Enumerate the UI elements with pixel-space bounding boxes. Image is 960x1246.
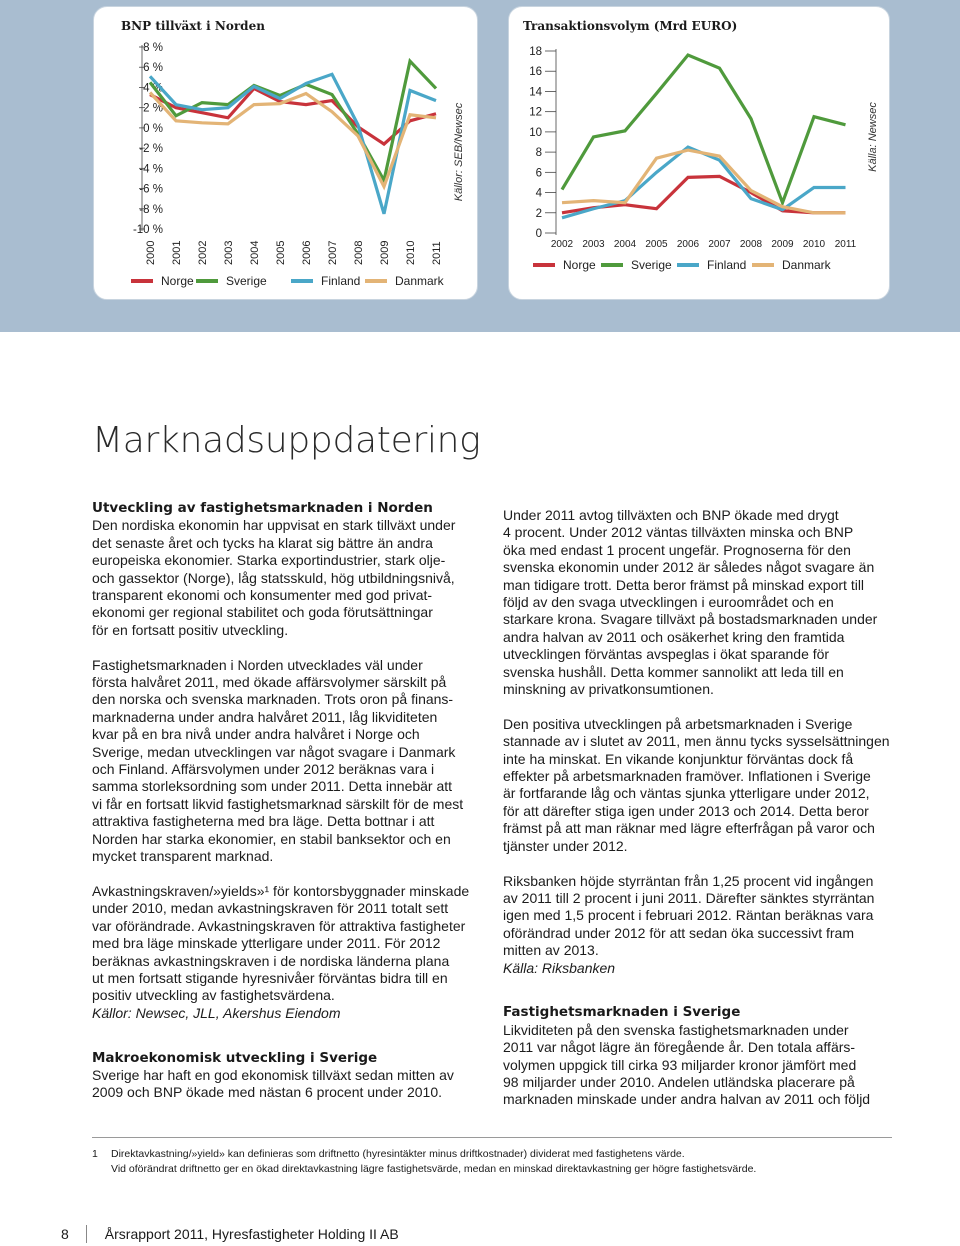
right-column <box>503 507 893 1109</box>
text-line: 98 miljarder under 2010. Andelen utländska placerare på <box>503 1073 855 1090</box>
chart-source: Källa: Newsec <box>867 102 879 172</box>
footnote-number: 1 <box>92 1148 98 1160</box>
x-tick-label: 2011 <box>431 241 443 265</box>
y-tick-label: 4 % <box>143 82 163 95</box>
text-line: Sverige, medan utvecklingen var något svagare i Danmark <box>92 743 456 760</box>
text-line: följd av den svaga utvecklingen i euroområdet och en <box>503 594 834 611</box>
text-line: minskning av privatkonsumtionen. <box>503 681 714 698</box>
paragraph <box>503 873 893 960</box>
paragraph <box>503 507 893 698</box>
x-tick-label: 2003 <box>582 239 605 250</box>
y-tick-label: 8 % <box>143 42 163 54</box>
x-tick-label: 2005 <box>645 239 668 250</box>
text-line: attraktiva fastigheterna med bra läge. Detta bottnar i att <box>92 813 435 830</box>
text-line: ut men fortsatt stigande hyresnivåer förväntas bidra till en <box>92 969 448 986</box>
legend-label: Finland <box>321 274 361 288</box>
y-tick-label: -4 % <box>139 163 163 176</box>
x-tick-label: 2006 <box>676 239 700 250</box>
x-tick-label: 2011 <box>834 239 857 250</box>
text-line: första halvåret 2011, med ökade affärsvolymer särskilt på <box>92 674 447 691</box>
y-tick-label: 18 <box>529 46 542 58</box>
y-tick-label: 10 <box>529 126 542 139</box>
y-tick-label: 14 <box>529 86 542 99</box>
text-line: positiv utveckling av fastighetsvärdena. <box>92 987 335 1004</box>
transaction-chart-card <box>508 6 890 300</box>
series-line-finland <box>562 147 846 218</box>
text-line: mitten av 2013. <box>503 942 599 959</box>
text-line: europeiska ekonomier. Starka exportindustrier, stark olje- <box>92 552 446 569</box>
text-line: Likviditeten på den svenska fastighetsmarknaden under <box>503 1021 849 1038</box>
left-column <box>92 500 482 1102</box>
text-line: den norska och svenska marknaden. Trots oron på finans- <box>92 691 454 708</box>
y-tick-label: 2 <box>535 207 542 220</box>
text-line: marknaden minskade under andra halvan av 2011 och följd <box>503 1091 871 1108</box>
x-tick-label: 2001 <box>171 240 183 265</box>
text-line: Norden har starka ekonomier, en stabil banksektor och en <box>92 830 451 847</box>
transaction-volume-chart <box>509 7 891 301</box>
text-line: oförändrad under 2012 för att sedan öka successivt fram <box>503 924 854 941</box>
y-tick-label: 4 <box>535 187 542 200</box>
paragraph <box>503 1022 893 1109</box>
page-number: 8 <box>61 1226 69 1242</box>
text-line: tjänster under 2012. <box>503 837 628 854</box>
footnote <box>92 1147 942 1177</box>
series-line-danmark <box>562 150 846 213</box>
source-note: Källa: Riksbanken <box>503 959 616 976</box>
text-line: andra halvan av 2011 och osäkerhet kring den framtida <box>503 628 845 645</box>
gdp-growth-chart <box>94 7 479 301</box>
text-line: det senaste året och tycks ha klarat sig bättre än andra <box>92 534 433 551</box>
text-line: Sverige har haft en god ekonomisk tillväxt sedan mitten av <box>92 1066 454 1083</box>
text-line: Den positiva utvecklingen på arbetsmarknaden i Sverige <box>503 715 853 732</box>
text-line: kvar på en bra nivå under andra halvåret i Norge och <box>92 726 420 743</box>
text-line: för en fortsatt positiv utveckling. <box>92 621 289 638</box>
text-line: 2009 och BNP ökade med nästan 6 procent under 2010. <box>92 1084 442 1101</box>
legend-label: Danmark <box>395 274 444 288</box>
y-tick-label: 0 <box>535 228 542 240</box>
y-tick-label: 8 <box>535 147 542 160</box>
source-note: Källor: Newsec, JLL, Akershus Eiendom <box>92 1004 341 1021</box>
text-line: Fastighetsmarknaden i Norden utvecklades väl under <box>92 656 423 673</box>
y-tick-label: -6 % <box>139 183 163 196</box>
series-line-sverige <box>562 55 846 203</box>
section-heading-swedish-market: Fastighetsmarknaden i Sverige <box>503 1004 741 1021</box>
y-tick-label: 6 % <box>143 62 163 75</box>
x-tick-label: 2004 <box>613 239 637 250</box>
text-line: svenska ekonomin under 2012 är således något svagare än <box>503 559 875 576</box>
text-line: effekter på arbetsmarknaden framöver. Inflationen i Sverige <box>503 768 871 785</box>
footer-divider <box>86 1225 87 1243</box>
x-tick-label: 2005 <box>275 240 287 265</box>
text-line: var oförändrade. Avkastningskraven för attraktiva fastigheter <box>92 917 466 934</box>
y-tick-label: 0 % <box>143 122 163 135</box>
x-tick-label: 2007 <box>327 240 339 265</box>
legend-label: Finland <box>707 258 747 272</box>
section-heading-macro-sweden: Makroekonomisk utveckling i Sverige <box>92 1049 378 1066</box>
text-line: och gassektor (Norge), låg statsskuld, hög utbildningsnivå, <box>92 569 455 586</box>
gdp-chart-card <box>93 6 478 300</box>
paragraph <box>92 883 482 1005</box>
report-title: Årsrapport 2011, Hyresfastigheter Holding II AB <box>104 1226 399 1242</box>
x-tick-label: 2003 <box>223 240 235 265</box>
legend-label: Norge <box>161 274 194 288</box>
x-tick-label: 2000 <box>145 240 157 265</box>
text-line: vi får en fortsatt likvid fastighetsmarknad särskilt för de mest <box>92 795 464 812</box>
legend-label: Sverige <box>631 258 672 272</box>
y-tick-label: -10 % <box>132 224 163 236</box>
x-tick-label: 2006 <box>301 240 313 265</box>
x-tick-label: 2002 <box>550 239 574 250</box>
legend-label: Danmark <box>782 258 831 272</box>
x-tick-label: 2008 <box>353 240 365 265</box>
text-line: stannade av i slutet av 2011, men ännu tycks sysselsättningen <box>503 733 890 750</box>
x-tick-label: 2009 <box>771 239 794 250</box>
x-tick-label: 2010 <box>802 239 826 250</box>
paragraph <box>92 657 482 866</box>
text-line: starkare krona. Svagare tillväxt på bostadsmarknaden under <box>503 611 878 628</box>
text-line: svenska hushåll. Detta kommer sannolikt att leda till en <box>503 663 844 680</box>
page-footer <box>61 1225 399 1243</box>
text-line: mycket transparent marknad. <box>92 848 274 865</box>
text-line: under 2010, medan avkastningskraven för 2011 totalt sett <box>92 900 449 917</box>
footnote-line: Direktavkastning/»yield» kan definieras som driftnetto (hyresintäkter minus driftkostnader) dividerat med fastighetens värde. <box>111 1148 685 1160</box>
text-line: öka med endast 1 procent ungefär. Prognoserna för den <box>503 541 851 558</box>
chart-title: Transaktionsvolym (Mrd EURO) <box>523 19 738 33</box>
chart-source: Källor: SEB/Newsec <box>453 102 465 202</box>
text-line: volymen uppgick till cirka 93 miljarder kronor jämfört med <box>503 1056 857 1073</box>
text-line: ekonomi ger regional stabilitet och goda förutsättningar <box>92 604 433 621</box>
text-line: man tidigare trott. Detta beror främst på minskad export till <box>503 576 865 593</box>
footnote-line: Vid oförändrat driftnetto ger en ökad direktavkastning lägre fastighetsvärde, medan en minskad direktavkastning ger högre fastighetsvärde. <box>111 1163 757 1175</box>
x-tick-label: 2008 <box>739 239 763 250</box>
x-tick-label: 2009 <box>379 240 391 265</box>
x-tick-label: 2010 <box>405 240 417 265</box>
y-tick-label: -2 % <box>139 143 163 156</box>
text-line: är fortfarande låg och väntas sjunka ytterligare under 2012, <box>503 785 870 802</box>
y-tick-label: -8 % <box>139 203 163 216</box>
text-line: med bra läge minskade ytterligare under 2011. För 2012 <box>92 935 441 952</box>
text-line: transparent ekonomi och konsumenter med god privat- <box>92 587 433 604</box>
paragraph <box>503 716 893 855</box>
page-title: Marknadsuppdatering <box>92 420 481 461</box>
y-tick-label: 16 <box>529 66 542 79</box>
text-line: inte ha minskat. En vikande konjunktur förväntas dock få <box>503 750 854 767</box>
y-tick-label: 2 % <box>143 102 163 115</box>
text-line: av 2011 till 2 procent i juni 2011. Därefter sänktes styrräntan <box>503 889 875 906</box>
text-line: 4 procent. Under 2012 väntas tillväxten minska och BNP <box>503 524 854 541</box>
paragraph <box>92 517 482 639</box>
text-line: för att därefter stiga igen under 2013 och 2014. Detta beror <box>503 802 869 819</box>
text-line: beräknas avkastningskraven i de nordiska länderna plana <box>92 952 450 969</box>
text-line: 2011 var något lägre än föregående år. Den totala affärs- <box>503 1039 856 1056</box>
footnote-divider <box>92 1137 892 1138</box>
text-line: och Finland. Affärsvolymen under 2012 beräknas vara i <box>92 761 435 778</box>
x-tick-label: 2004 <box>249 240 261 265</box>
chart-title: BNP tillväxt i Norden <box>121 19 265 33</box>
y-tick-label: 12 <box>529 106 542 119</box>
paragraph <box>92 1067 482 1102</box>
x-tick-label: 2007 <box>708 239 731 250</box>
text-line: samma storleksordning som under 2011. Detta innebär att <box>92 778 453 795</box>
text-line: Avkastningskraven/»yields»¹ för kontorsbyggnader minskade <box>92 882 470 899</box>
text-line: Under 2011 avtog tillväxten och BNP ökade med drygt <box>503 507 839 523</box>
section-heading-nordic-market: Utveckling av fastighetsmarknaden i Norden <box>92 500 433 516</box>
text-line: marknaderna under andra halvåret 2011, låg likviditeten <box>92 708 438 725</box>
text-line: utvecklingen förväntas avspeglas i ökat sparande för <box>503 646 830 663</box>
text-line: främst på att man räknar med lägre efterfrågan på varor och <box>503 820 875 837</box>
y-tick-label: 6 <box>535 167 542 180</box>
x-tick-label: 2002 <box>197 240 209 265</box>
legend-label: Sverige <box>226 274 267 288</box>
legend-label: Norge <box>563 258 596 272</box>
text-line: igen med 1,5 procent i februari 2012. Räntan beräknas vara <box>503 907 874 924</box>
text-line: Den nordiska ekonomin har uppvisat en stark tillväxt under <box>92 517 456 534</box>
text-line: Riksbanken höjde styrräntan från 1,25 procent vid ingången <box>503 872 874 889</box>
